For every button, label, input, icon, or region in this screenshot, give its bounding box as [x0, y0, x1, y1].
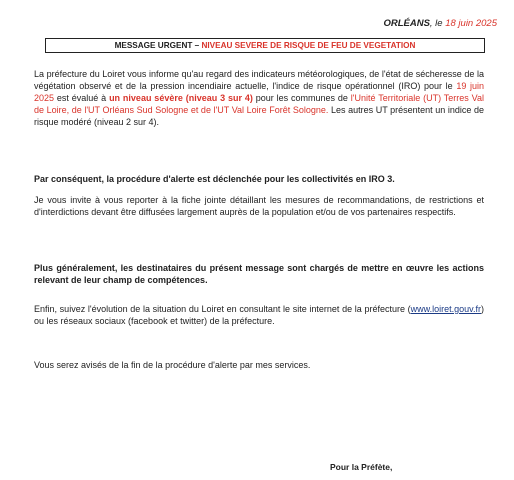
- p1-text-c: pour les communes de: [252, 93, 351, 103]
- p1-date: 19 juin 2025: [34, 81, 484, 103]
- paragraph-recipients: Plus généralement, les destinataires du présent message sont chargés de mettre en œuvre les actions relevant de leur champ de compétences.: [34, 263, 484, 285]
- p1-units: l'Unité Territoriale (UT) Terres Val de Loire, de l'UT Orléans Sud Sologne et de l'UT Val Loire Forêt Sologne.: [34, 93, 485, 115]
- p1-text-a: La préfecture du Loiret vous informe qu'au regard des indicateurs météorologiques, de l'état de sécheresse de la végétation observé et de la pression incendiaire actuelle, l'indice de risque opérationnel (IRO) pour le: [34, 69, 484, 91]
- subject-title: NIVEAU SEVERE DE RISQUE DE FEU DE VEGETATION: [201, 41, 416, 50]
- paragraph-alert-triggered: Par conséquent, la procédure d'alerte est déclenchée pour les collectivités en IRO 3.: [34, 174, 395, 184]
- p1-level: un niveau sévère (niveau 3 sur 4): [109, 93, 253, 103]
- dateline-separator: , le: [429, 18, 446, 29]
- dateline: [383, 18, 497, 29]
- signature-line: Pour la Préfète,: [330, 462, 393, 472]
- subject-box: [45, 38, 485, 53]
- paragraph-end-notice: Vous serez avisés de la fin de la procédure d'alerte par mes services.: [34, 360, 311, 370]
- dateline-place: ORLÉANS: [383, 18, 430, 29]
- p1-text-d: Les autres UT présentent un indice de risque modéré (niveau 2 sur 4).: [34, 105, 485, 127]
- subject-prefix: MESSAGE URGENT –: [114, 41, 202, 50]
- p5-text-a: Enfin, suivez l'évolution de la situation du Loiret en consultant le site internet de la préfecture (: [34, 304, 411, 314]
- p1-text-b: est évalué à: [54, 93, 110, 103]
- paragraph-measures: Je vous invite à vous reporter à la fiche jointe détaillant les mesures de recommandations, de restrictions et d'interdictions devant être diffusées largement auprès de la population et/ou de vos partenaires respectifs.: [34, 195, 484, 217]
- dateline-date: 18 juin 2025: [445, 18, 497, 29]
- prefecture-website-link[interactable]: www.loiret.gouv.fr: [410, 304, 481, 314]
- paragraph-risk-assessment: [34, 68, 484, 128]
- paragraph-follow-up: [34, 303, 484, 327]
- p5-text-b: ) ou les réseaux sociaux (facebook et twitter) de la préfecture.: [34, 304, 484, 326]
